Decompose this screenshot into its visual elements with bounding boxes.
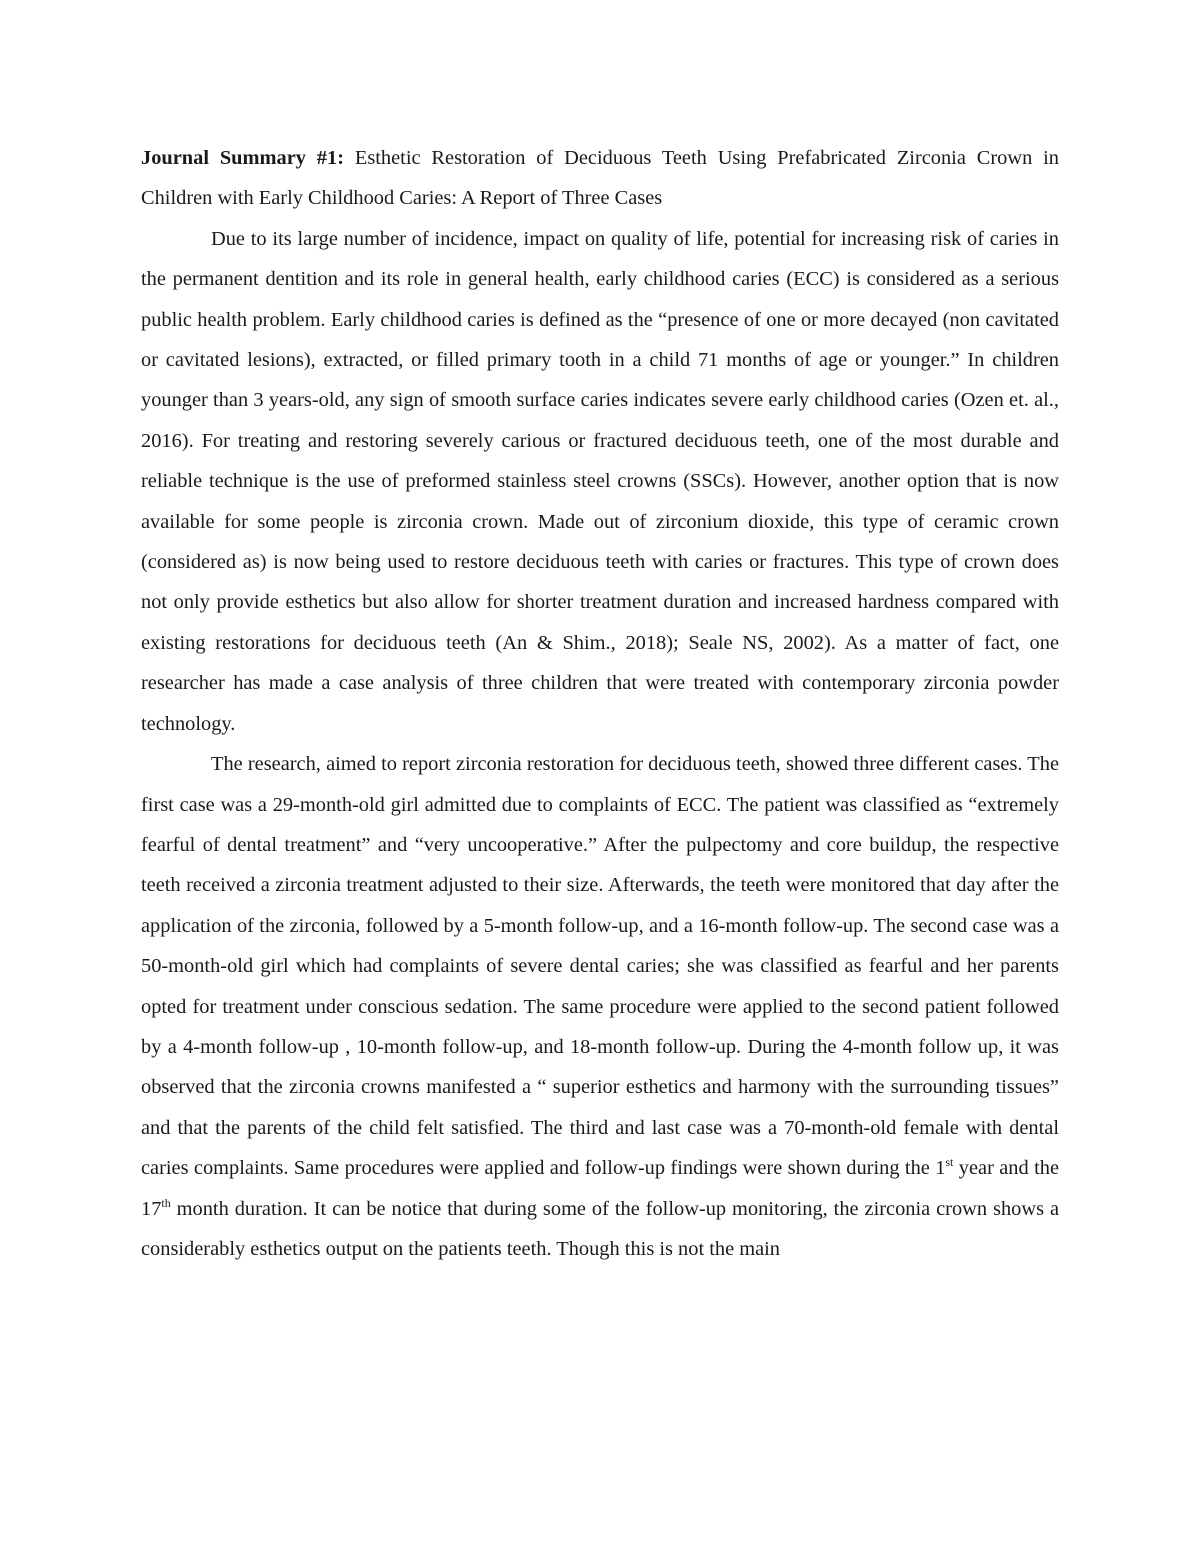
heading-label: Journal Summary #1: xyxy=(141,147,344,169)
journal-heading xyxy=(141,138,1059,219)
heading-title: Esthetic Restoration of Deciduous Teeth Using Prefabricated Zirconia Crown in Children with Early Childhood Caries: A Report of Three Cases xyxy=(141,147,1059,210)
paragraph-2 xyxy=(141,744,1059,1269)
superscript-st: st xyxy=(945,1155,954,1170)
document-body xyxy=(141,138,1059,1269)
paragraph-2-part-3: month duration. It can be notice that during some of the follow-up monitoring, the zirconia crown shows a considerably esthetics output on the patients teeth. Though this is not the main xyxy=(141,1197,1059,1260)
paragraph-2-part-1: The research, aimed to report zirconia restoration for deciduous teeth, showed three different cases. The first case was a 29-month-old girl admitted due to complaints of ECC. The patient was classified as “extremely fearful of dental treatment” and “very uncooperative.” After the pulpectomy and core buildup, the respective teeth received a zirconia treatment adjusted to their size. Afterwards, the teeth were monitored that day after the application of the zirconia, followed by a 5-month follow-up, and a 16-month follow-up. The second case was a 50-month-old girl which had complaints of severe dental caries; she was classified as fearful and her parents opted for treatment under conscious sedation. The same procedure were applied to the second patient followed by a 4-month follow-up , 10-month follow-up, and 18-month follow-up. During the 4-month follow up, it was observed that the zirconia crowns manifested a “ superior esthetics and harmony with the surrounding tissues” and that the parents of the child felt satisfied. The third and last case was a 70-month-old female with dental caries complaints. Same procedures were applied and follow-up findings were shown during the 1 xyxy=(141,753,1059,1180)
paragraph-1: Due to its large number of incidence, impact on quality of life, potential for increasing risk of caries in the permanent dentition and its role in general health, early childhood caries (ECC) is considered as a serious public health problem. Early childhood caries is defined as the “presence of one or more decayed (non cavitated or cavitated lesions), extracted, or filled primary tooth in a child 71 months of age or younger.” In children younger than 3 years-old, any sign of smooth surface caries indicates severe early childhood caries (Ozen et. al., 2016). For treating and restoring severely carious or fractured deciduous teeth, one of the most durable and reliable technique is the use of preformed stainless steel crowns (SSCs). However, another option that is now available for some people is zirconia crown. Made out of zirconium dioxide, this type of ceramic crown (considered as) is now being used to restore deciduous teeth with caries or fractures. This type of crown does not only provide esthetics but also allow for shorter treatment duration and increased hardness compared with existing restorations for deciduous teeth (An & Shim., 2018); Seale NS, 2002). As a matter of fact, one researcher has made a case analysis of three children that were treated with contemporary zirconia powder technology. xyxy=(141,227,1059,735)
paragraph-2-part-2: year and the 17 xyxy=(141,1157,1059,1220)
superscript-th: th xyxy=(161,1195,171,1210)
